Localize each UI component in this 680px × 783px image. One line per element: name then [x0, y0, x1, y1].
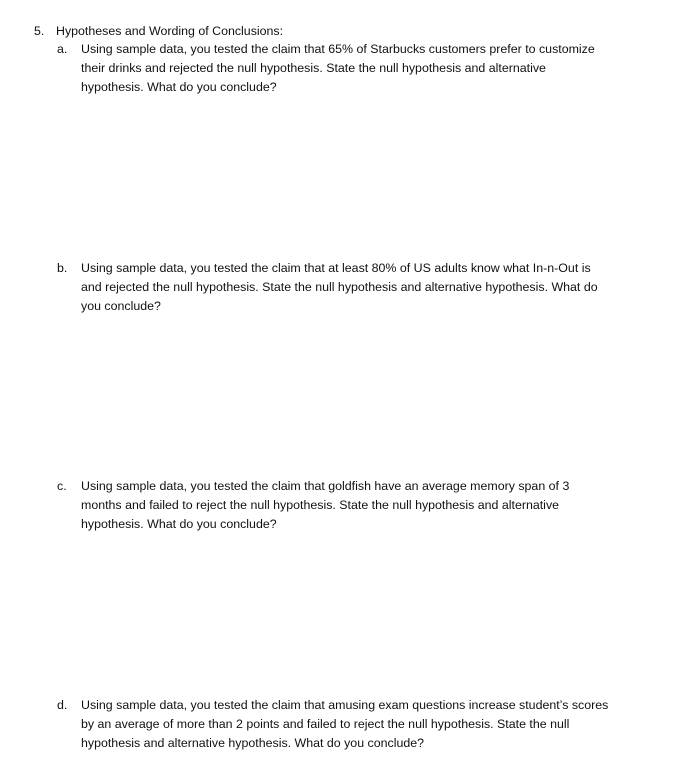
part-c-line-3: hypothesis. What do you conclude?: [81, 517, 277, 531]
part-d-line-3: hypothesis and alternative hypothesis. What do you conclude?: [81, 736, 425, 750]
part-b-letter: b.: [57, 261, 68, 275]
part-d-line-2: by an average of more than 2 points and failed to reject the null hypothesis. State the null: [81, 717, 570, 731]
part-a-letter: a.: [57, 42, 68, 56]
part-b-line-2: and rejected the null hypothesis. State the null hypothesis and alternative hypothesis. What do: [81, 280, 598, 294]
question-title: Hypotheses and Wording of Conclusions:: [56, 24, 284, 38]
part-d-text: [81, 696, 651, 753]
part-d-line-1: Using sample data, you tested the claim that amusing exam questions increase student’s scores: [81, 698, 609, 712]
part-a-text: [81, 40, 651, 97]
part-b-line-3: you conclude?: [81, 299, 161, 313]
part-c-line-2: months and failed to reject the null hypothesis. State the null hypothesis and alternative: [81, 498, 560, 512]
part-c-line-1: Using sample data, you tested the claim that goldfish have an average memory span of 3: [81, 479, 570, 493]
part-c-letter: c.: [57, 479, 67, 493]
part-a-line-2: their drinks and rejected the null hypothesis. State the null hypothesis and alternative: [81, 61, 546, 75]
part-b-text: [81, 259, 651, 316]
part-b-line-1: Using sample data, you tested the claim that at least 80% of US adults know what In-n-Out is: [81, 261, 591, 275]
part-d-letter: d.: [57, 698, 68, 712]
question-number: 5.: [34, 24, 45, 38]
question-heading: [34, 22, 654, 41]
part-a-line-1: Using sample data, you tested the claim that 65% of Starbucks customers prefer to customize: [81, 42, 595, 56]
part-a-line-3: hypothesis. What do you conclude?: [81, 80, 277, 94]
part-c-text: [81, 477, 651, 534]
